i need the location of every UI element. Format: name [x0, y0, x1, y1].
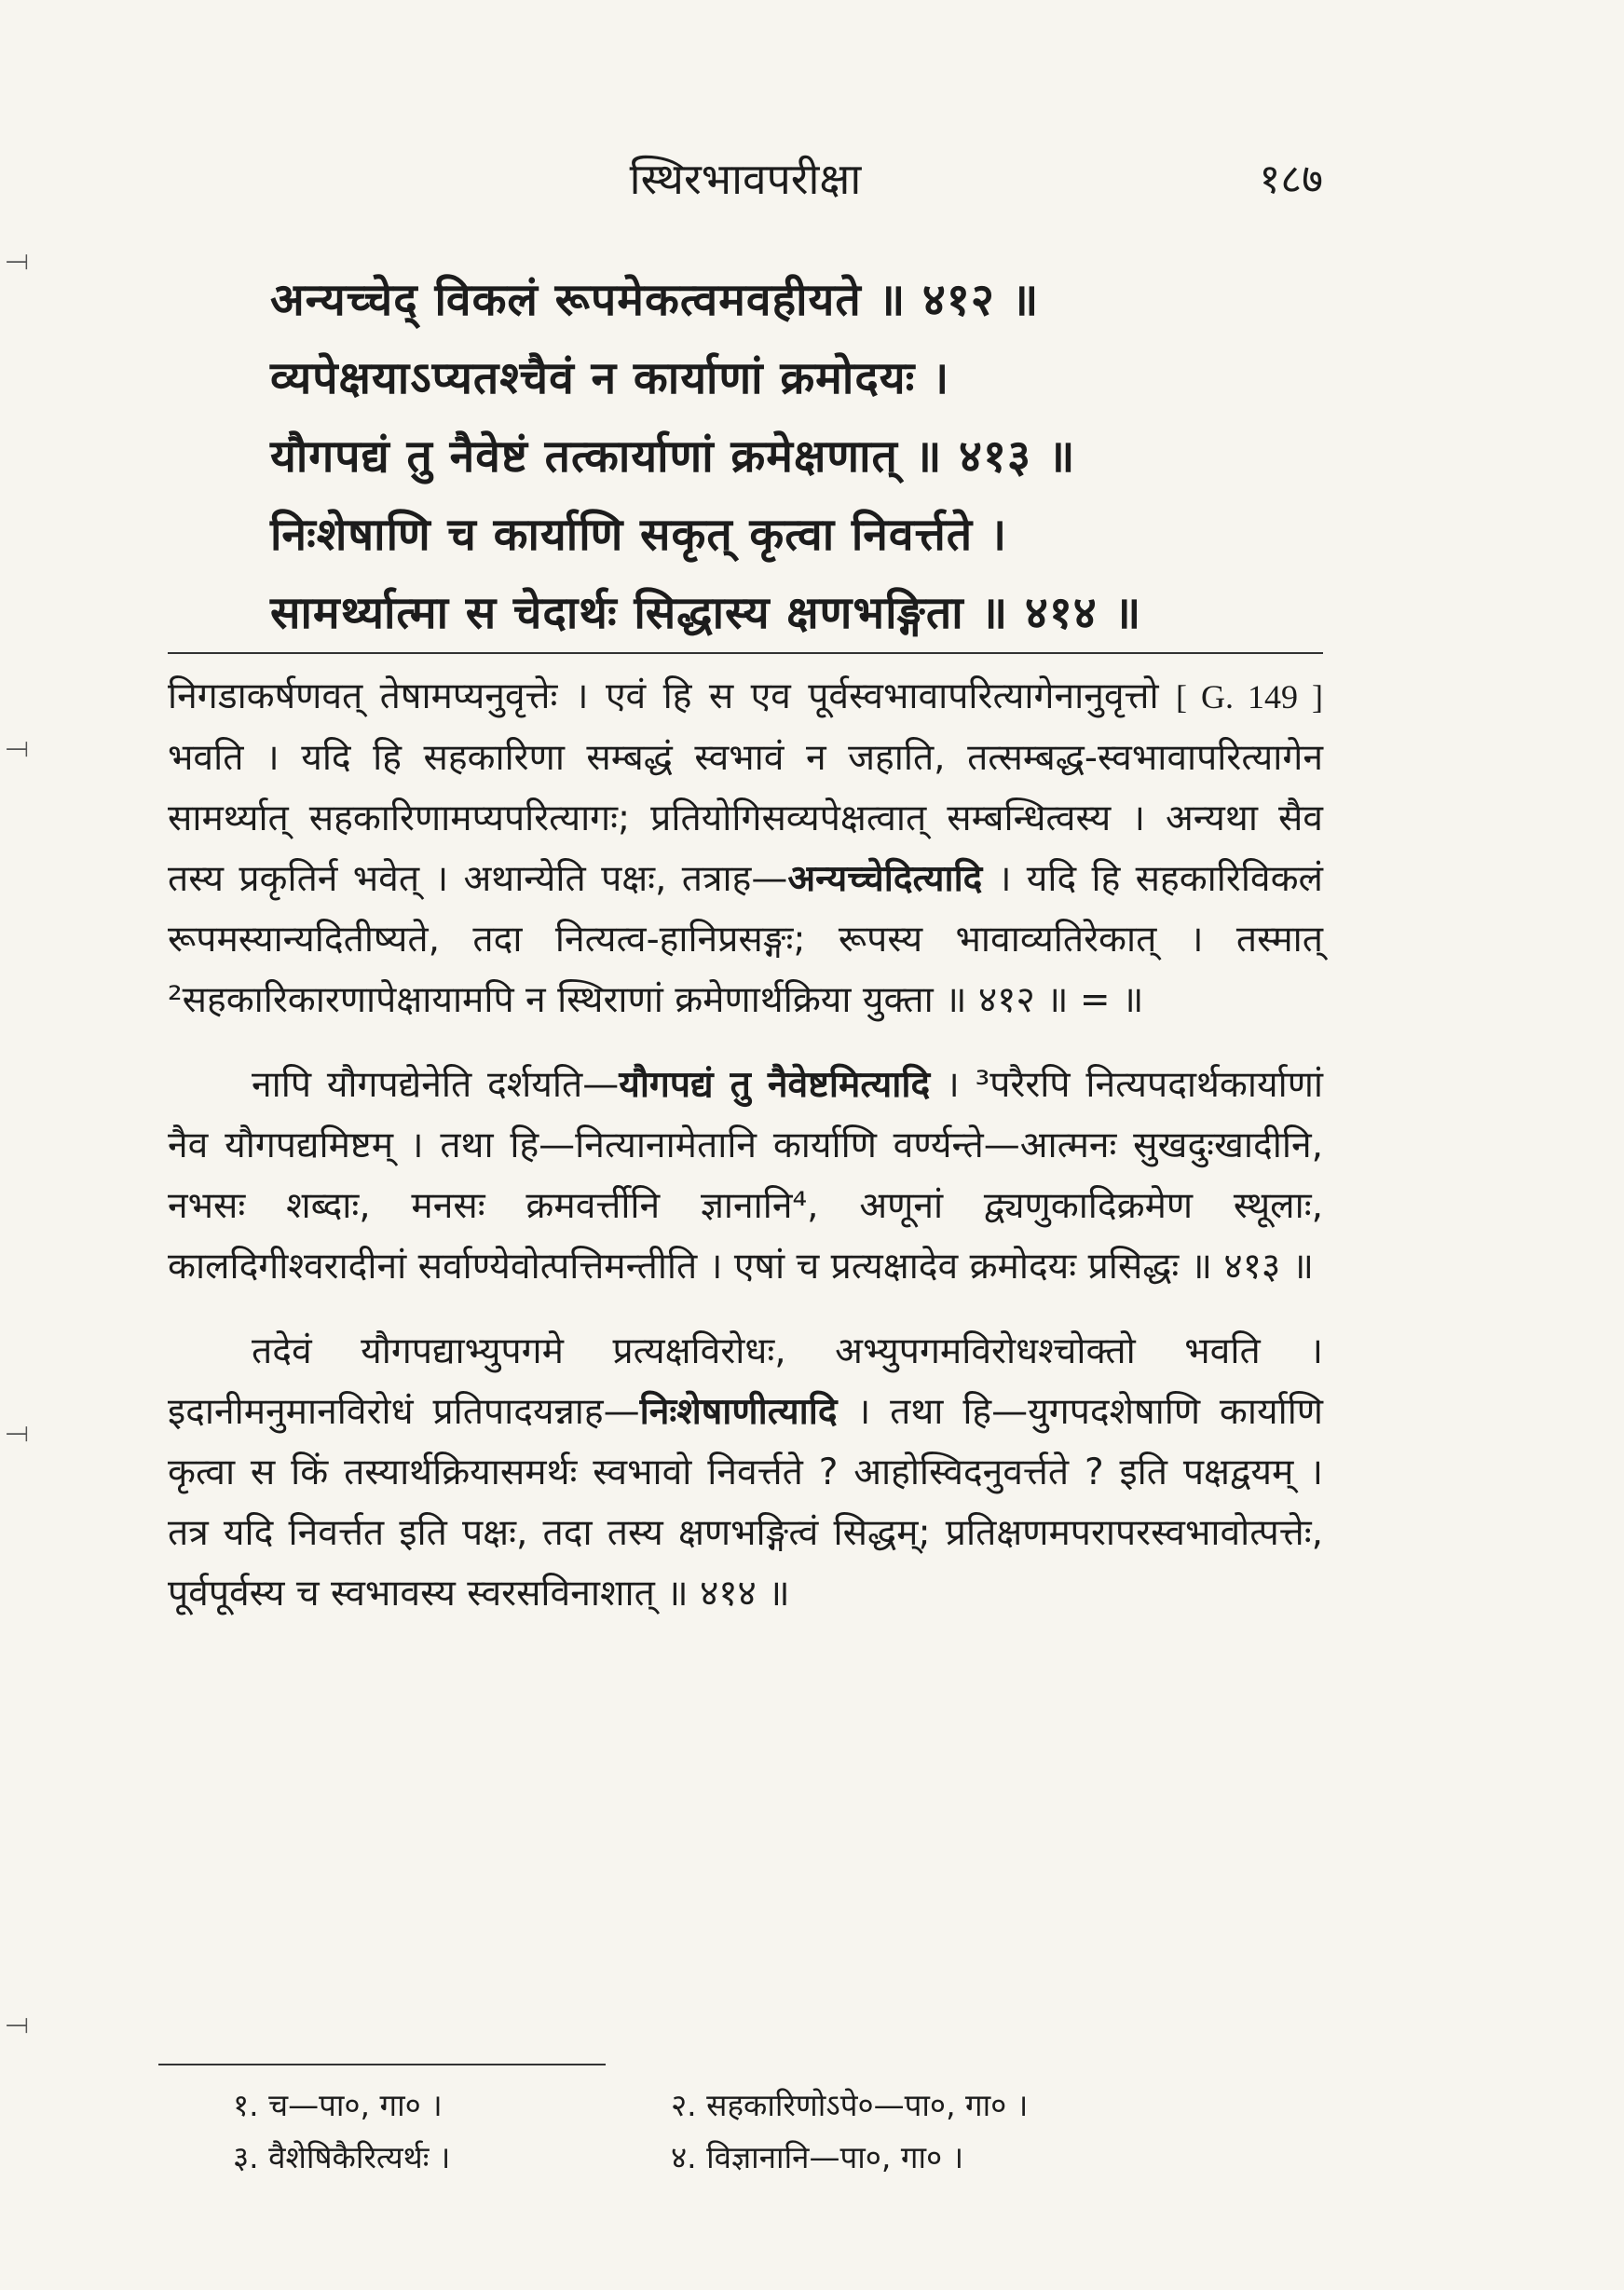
margin-mark-icon: ⟞ — [6, 244, 29, 277]
footnote: ३. वैशेषिकैरित्यर्थः । — [233, 2139, 451, 2175]
commentary — [168, 666, 1323, 1648]
page-title: स्थिरभावपरीक्षा — [629, 154, 862, 204]
footnote: ४. विज्ञानानि—पा०, गा० । — [671, 2139, 964, 2175]
margin-mark-icon: ⟞ — [6, 731, 29, 764]
commentary-paragraph — [168, 1321, 1323, 1624]
commentary-paragraph — [168, 1055, 1323, 1297]
paragraph-text: भवति । यदि हि सहकारिणा सम्बद्धं स्वभावं न जहाति, तत्सम्बद्ध-स्वभावापरित्यागेन सामर्थ्यात् सहकारिणामप्यपरित्यागः; प्रतियोगिसव्यपेक्षत्वात् सम्बन्धित्वस्य । अन्यथा सैव तस्य प्रकृतिर्न भवेत् । अथान्येति पक्षः, तत्राह— — [168, 737, 1323, 900]
verse-line: व्यपेक्षयाऽप्यतश्चैवं न कार्याणां क्रमोदयः । — [270, 352, 950, 404]
paragraph-text: । यदि हि सहकारिविकलं रूपमस्यान्यदितीष्यते, तदा नित्यत्व-हानिप्रसङ्गः; रूपस्य भावाव्यतिरेकात् । तस्मात् ²सहकारिकारणापेक्षायामपि न स्थिराणां क्रमेणार्थक्रिया युक्ता ॥ ४१२ ॥ = ॥ — [168, 858, 1324, 1021]
verse-line: सामर्थ्यात्मा स चेदार्थः सिद्धास्य क्षणभङ्गिता ॥ ४१४ ॥ — [270, 587, 1142, 639]
page-reference: [ G. 149 ] — [1176, 678, 1323, 716]
verse-divider — [168, 652, 1323, 654]
paragraph-text: । तथा हि—युगपदशेषाणि कार्याणि कृत्वा स किं तस्यार्थक्रियासमर्थः स्वभावो निवर्त्तते ? आहोस्विदनुवर्त्तते ? इति पक्षद्वयम् । तत्र यदि निवर्त्तत इति पक्षः, तदा तस्य क्षणभङ्गित्वं सिद्धम्; प्रतिक्षणमपरापरस्वभावोत्पत्तेः, पूर्वपूर्वस्य च स्वभावस्य स्वरसविनाशात् ॥ ४१४ ॥ — [168, 1391, 1324, 1615]
running-header — [168, 149, 1323, 214]
margin-mark-icon: ⟞ — [6, 2008, 29, 2040]
footnote: १. च—पा०, गा० । — [233, 2087, 443, 2123]
verse-keyword: अन्यच्चेदित्यादि — [787, 858, 983, 900]
verse-keyword: निःशेषाणीत्यादि — [639, 1391, 838, 1433]
footnote: २. सहकारिणोऽपे०—पा०, गा० । — [671, 2087, 1029, 2123]
paragraph-text: । ³परैरपि नित्यपदार्थकार्याणां नैव यौगपद्यमिष्टम् । तथा हि—नित्यानामेतानि कार्याणि वर्ण्यन्ते—आत्मनः सुखदुःखादीनि, नभसः शब्दाः, मनसः क्रमवर्त्तीनि ज्ञानानि⁴, अणूनां द्व्यणुकादिक्रमेण स्थूलाः, कालदिगीश्वरादीनां सर्वाण्येवोत्पत्तिमन्तीति । एषां च प्रत्यक्षादेव क्रमोदयः प्रसिद्धः ॥ ४१३ ॥ — [168, 1064, 1324, 1288]
verse-line: यौगपद्यं तु नैवेष्टं तत्कार्याणां क्रमेक्षणात् ॥ ४१३ ॥ — [270, 430, 1076, 483]
paragraph-text: निगडाकर्षणवत् तेषामप्यनुवृत्तेः । एवं हि स एव पूर्वस्वभावापरित्यागेनानुवृत्तो — [168, 675, 1176, 717]
page-number: १८७ — [1259, 156, 1323, 203]
commentary-paragraph — [168, 666, 1323, 1030]
verse-line: अन्यच्चेद् विकलं रूपमेकत्वमवहीयते ॥ ४१२ ॥ — [270, 274, 1040, 326]
margin-mark-icon: ⟞ — [6, 1416, 29, 1449]
verse-block — [270, 261, 1276, 652]
verse-keyword: यौगपद्यं तु नैवेष्टमित्यादि — [619, 1064, 931, 1106]
paragraph-text: तदेवं यौगपद्याभ्युपगमे प्रत्यक्षविरोधः, अभ्युपगमविरोधश्चोक्तो भवति । इदानीमनुमानविरोधं प्रतिपादयन्नाह— — [168, 1330, 1323, 1433]
footnote-divider — [158, 2064, 606, 2065]
footnotes — [233, 2079, 1165, 2184]
paragraph-text: नापि यौगपद्येनेति दर्शयति— — [252, 1064, 620, 1106]
verse-line: निःशेषाणि च कार्याणि सकृत् कृत्वा निवर्त्तते । — [270, 509, 1008, 561]
